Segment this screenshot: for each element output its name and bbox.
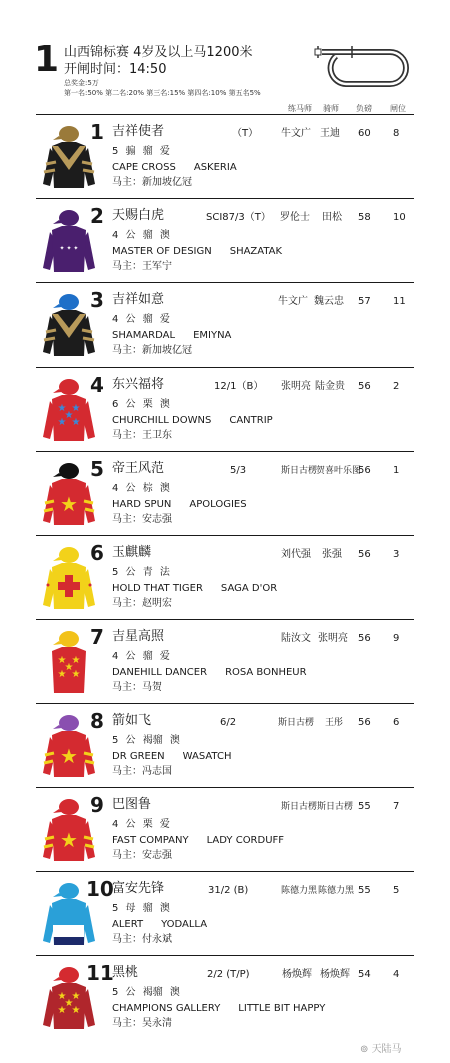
horse-row [0, 789, 450, 873]
race-title: 山西锦标赛 4岁及以上马1200米 [64, 45, 253, 60]
horse-owner: 马主：付永斌 [112, 934, 172, 945]
race-purse: 总奖金:5万 [64, 79, 99, 87]
horse-weight: 55 [358, 801, 371, 812]
horse-trainer: 陈德力黑 [281, 886, 318, 896]
horse-row [0, 873, 450, 957]
horse-sire: HARD SPUN [112, 499, 172, 510]
horse-pedigree [112, 919, 207, 931]
horse-row [0, 200, 450, 284]
horse-details: 4 公 骝 爱 [112, 651, 170, 662]
horse-trainer: 罗伦士 [280, 212, 310, 223]
horse-odds: 12/1（B） [214, 381, 264, 392]
horse-name: 玉麒麟 [112, 545, 152, 560]
horse-details: 4 公 栗 爱 [112, 819, 170, 830]
horse-odds: 31/2 (B) [208, 885, 249, 896]
horse-odds: 6/2 [220, 717, 237, 728]
horse-pedigree [112, 751, 231, 763]
horse-name: 富安先锋 [112, 881, 165, 896]
horse-dam: CANTRIP [229, 415, 273, 426]
horse-jockey: 王迪 [320, 128, 340, 139]
prize-split: 第一名:50% 第二名:20% 第三名:15% 第四名:10% 第五名5% [64, 89, 261, 97]
horse-row [0, 369, 450, 453]
horse-name: 天赐白虎 [112, 208, 165, 223]
horse-draw: 9 [393, 633, 400, 644]
horse-number: 1 [90, 120, 104, 144]
svg-text:★: ★ [71, 403, 81, 414]
svg-text:★: ★ [71, 417, 81, 428]
horse-name: 吉祥使者 [112, 124, 165, 139]
horse-details: 5 公 青 法 [112, 567, 170, 578]
race-start-time: 开闸时间：14:50 [64, 62, 167, 77]
horse-dam: APOLOGIES [189, 499, 247, 510]
horse-dam: LADY CORDUFF [206, 835, 285, 846]
horse-row [0, 537, 450, 621]
horse-sire: DANEHILL DANCER [112, 667, 208, 678]
horse-details: 4 公 棕 澳 [112, 483, 170, 494]
horse-pedigree [112, 583, 277, 595]
horse-pedigree [112, 246, 282, 258]
horse-dam: SHAZATAK [229, 246, 283, 257]
horse-sire: HOLD THAT TIGER [112, 583, 203, 594]
svg-text:★: ★ [64, 998, 74, 1009]
column-header-trainer: 练马师 [288, 104, 312, 113]
race-number: 1 [34, 39, 60, 80]
horse-row [0, 957, 450, 1041]
horse-weight: 55 [358, 885, 371, 896]
horse-weight: 58 [358, 212, 371, 223]
horse-trainer: 牛文广 [281, 128, 311, 139]
horse-row [0, 116, 450, 200]
horse-name: 巴图鲁 [112, 797, 152, 812]
horse-jockey: 王彤 [325, 718, 344, 728]
race-header [0, 0, 450, 115]
horse-pedigree [112, 415, 273, 427]
horse-pedigree [112, 835, 284, 847]
horse-weight: 56 [358, 549, 371, 560]
horse-dam: EMIYNA [193, 330, 232, 341]
horse-owner: 马主：新加坡亿冠 [112, 177, 192, 188]
svg-text:★: ★ [60, 828, 78, 852]
horse-pedigree [112, 1003, 325, 1015]
horse-draw: 3 [393, 549, 400, 560]
horse-weight: 57 [358, 296, 371, 307]
svg-text:✦ ✦ ✦: ✦ ✦ ✦ [59, 245, 79, 252]
horse-details: 5 骟 骝 爱 [112, 146, 170, 157]
horse-name: 箭如飞 [112, 713, 152, 728]
horse-draw: 8 [393, 128, 400, 139]
svg-text:★: ★ [57, 1005, 67, 1016]
horse-dam: ROSA BONHEUR [225, 667, 307, 678]
svg-text:★: ★ [71, 655, 81, 666]
horse-owner: 马主：新加坡亿冠 [112, 345, 192, 356]
horse-owner: 马主：赵明宏 [112, 598, 172, 609]
horse-sire: DR GREEN [112, 751, 165, 762]
horse-name: 吉星高照 [112, 629, 165, 644]
horse-pedigree [112, 162, 237, 174]
horse-trainer: 刘代强 [281, 549, 311, 560]
horse-owner: 马主：安志强 [112, 850, 172, 861]
horse-number: 6 [90, 541, 104, 565]
svg-text:★: ★ [60, 744, 78, 768]
horse-draw: 10 [393, 212, 406, 223]
horse-jockey: 斯日古楞 [317, 802, 354, 812]
horse-pedigree [112, 499, 247, 511]
horse-sire: CHAMPIONS GALLERY [112, 1003, 221, 1014]
horse-details: 4 公 骝 澳 [112, 230, 170, 241]
horse-sire: MASTER OF DESIGN [112, 246, 212, 257]
watermark: ⊚ 天陆马 [360, 1044, 402, 1055]
horse-weight: 60 [358, 128, 371, 139]
horse-jockey: 杨焕辉 [320, 969, 350, 980]
horse-sire: FAST COMPANY [112, 835, 189, 846]
horse-row [0, 705, 450, 789]
horse-weight: 56 [358, 633, 371, 644]
horse-row [0, 284, 450, 368]
svg-text:★: ★ [71, 991, 81, 1002]
horse-number: 11 [86, 961, 114, 985]
horse-jockey: 张明亮 [318, 633, 348, 644]
horse-dam: YODALLA [161, 919, 208, 930]
horse-number: 7 [90, 625, 104, 649]
horse-odds: （T） [232, 128, 259, 139]
horse-trainer: 陆汝文 [281, 633, 311, 644]
horse-jockey: 贺喜叶乐图 [316, 466, 362, 476]
svg-text:★: ★ [60, 492, 78, 516]
watermark-text: 天陆马 [371, 1044, 402, 1055]
horse-weight: 56 [358, 717, 371, 728]
horse-owner: 马主：王军宁 [112, 261, 172, 272]
horse-trainer: 斯日古楞 [281, 802, 318, 812]
horse-odds: 5/3 [230, 465, 247, 476]
svg-text:★: ★ [57, 669, 67, 680]
horse-row [0, 453, 450, 537]
svg-text:★: ★ [57, 417, 67, 428]
horse-trainer: 牛文广 [278, 296, 308, 307]
horse-name: 东兴福将 [112, 377, 165, 392]
track-diagram-icon [312, 40, 412, 90]
horse-dam: WASATCH [182, 751, 232, 762]
column-header-jockey: 骑师 [323, 104, 339, 113]
horse-owner: 马主：吴永清 [112, 1018, 172, 1029]
horse-sire: CAPE CROSS [112, 162, 176, 173]
horse-dam: ASKERIA [193, 162, 237, 173]
horse-weight: 56 [358, 465, 371, 476]
horse-details: 5 公 褐骝 澳 [112, 735, 180, 746]
horse-number: 2 [90, 204, 104, 228]
horse-weight: 56 [358, 381, 371, 392]
horse-number: 8 [90, 709, 104, 733]
horse-jockey: 魏云忠 [314, 296, 344, 307]
horse-draw: 7 [393, 801, 400, 812]
horse-number: 5 [90, 457, 104, 481]
horse-trainer: 杨焕辉 [282, 969, 312, 980]
horse-owner: 马主：马贺 [112, 682, 162, 693]
horse-jockey: 陈德力黑 [318, 886, 355, 896]
horse-draw: 6 [393, 717, 400, 728]
horse-owner: 马主：冯志国 [112, 766, 172, 777]
horse-details: 6 公 栗 澳 [112, 399, 170, 410]
horse-draw: 1 [393, 465, 400, 476]
horse-name: 帝王风范 [112, 461, 165, 476]
horse-odds: SCI87/3（T） [206, 212, 271, 223]
horse-details: 5 母 骝 澳 [112, 903, 170, 914]
horse-dam: LITTLE BIT HAPPY [238, 1003, 326, 1014]
horse-trainer: 张明亮 [281, 381, 311, 392]
horse-number: 10 [86, 877, 114, 901]
svg-text:★: ★ [57, 991, 67, 1002]
horse-row [0, 621, 450, 705]
horse-number: 4 [90, 373, 104, 397]
horse-dam: SAGA D'OR [220, 583, 278, 594]
svg-text:★: ★ [57, 655, 67, 666]
svg-text:★: ★ [71, 669, 81, 680]
horse-name: 吉祥如意 [112, 292, 165, 307]
horse-draw: 2 [393, 381, 400, 392]
horse-sire: SHAMARDAL [112, 330, 176, 341]
horse-owner: 马主：安志强 [112, 514, 172, 525]
svg-text:★: ★ [71, 1005, 81, 1016]
column-header-weight: 负磅 [356, 104, 372, 113]
column-header-draw: 闸位 [390, 104, 406, 113]
horse-number: 9 [90, 793, 104, 817]
horse-jockey: 张强 [322, 549, 342, 560]
horse-trainer: 斯日古楞 [281, 466, 318, 476]
svg-text:★: ★ [64, 410, 74, 421]
horse-name: 黑桃 [112, 965, 139, 980]
horse-sire: CHURCHILL DOWNS [112, 415, 212, 426]
svg-text:★: ★ [57, 403, 67, 414]
horse-trainer: 斯日古楞 [278, 718, 315, 728]
horse-details: 4 公 骝 爱 [112, 314, 170, 325]
svg-text:★: ★ [64, 662, 74, 673]
horse-draw: 11 [393, 296, 406, 307]
horse-number: 3 [90, 288, 104, 312]
horse-jockey: 田松 [322, 212, 342, 223]
horse-pedigree [112, 330, 231, 342]
horse-draw: 5 [393, 885, 400, 896]
horse-details: 5 公 褐骝 澳 [112, 987, 180, 998]
horse-odds: 2/2 (T/P) [207, 969, 250, 980]
horse-pedigree [112, 667, 307, 679]
horse-sire: ALERT [112, 919, 144, 930]
horse-weight: 54 [358, 969, 371, 980]
horse-owner: 马主：王卫东 [112, 430, 172, 441]
horse-jockey: 陆金贵 [315, 381, 345, 392]
horse-draw: 4 [393, 969, 400, 980]
